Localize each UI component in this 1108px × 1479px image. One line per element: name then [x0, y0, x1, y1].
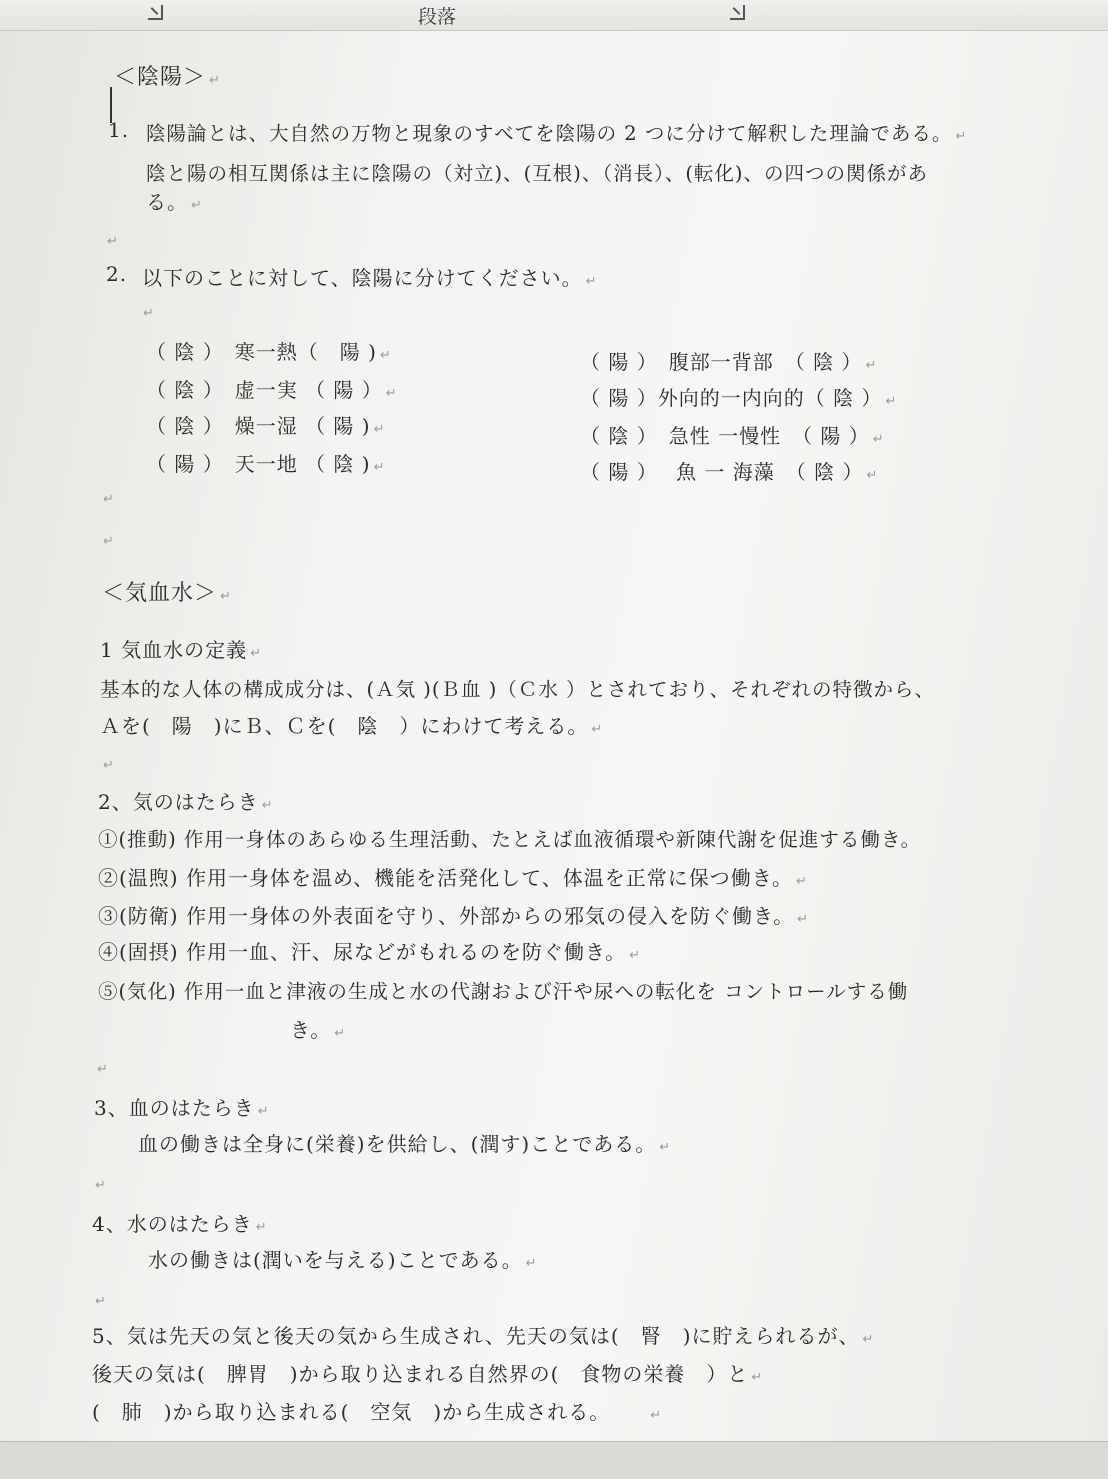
- s2-item-1: ①(推動) 作用一身体のあらゆる生理活動、たとえば血液循環や新陳代謝を促進する働き。: [98, 828, 922, 851]
- s1-line2: Ａを( 陽 )にＢ、Ｃを( 陰 ）にわけて考える。 ↵: [100, 714, 604, 738]
- empty-paragraph: ↵: [143, 306, 155, 321]
- s2-title: 2、気のはたらき ↵: [98, 790, 274, 814]
- empty-paragraph: ↵: [95, 1294, 107, 1309]
- empty-paragraph: ↵: [103, 758, 115, 773]
- pair-right-2: （ 陽 ）外向的一内向的（ 陰 ） ↵: [580, 386, 898, 410]
- page-gap: [0, 1441, 1108, 1479]
- ribbon-bar: [0, 0, 1108, 31]
- s1-title: 1 気血水の定義 ↵: [100, 638, 262, 662]
- pair-left-4: （ 陽 ） 天一地 （ 陰 ) ↵: [146, 452, 386, 476]
- q1-line2: 陰と陽の相互関係は主に陰陽の（対立)、(互根)、（消長）、(転化)、の四つの関係があ: [146, 162, 929, 185]
- dialog-launcher-icon[interactable]: [148, 5, 163, 20]
- q1-line1: 陰陽論とは、大自然の万物と現象のすべてを陰陽の 2 つに分けて解釈した理論である。 ↵: [146, 122, 968, 145]
- yinyang-heading: ＜陰陽＞ ↵: [114, 65, 221, 90]
- empty-paragraph: ↵: [95, 1178, 107, 1193]
- pair-left-2: （ 陰 ） 虚一実 （ 陽 ） ↵: [146, 378, 398, 402]
- pair-right-1: （ 陽 ） 腹部一背部 （ 陰 ） ↵: [580, 350, 878, 374]
- s2-item-2: ②(温煦) 作用一身体を温め、機能を活発化して、体温を正常に保つ働き。 ↵: [98, 866, 808, 890]
- s5-line3: ( 肺 )から取り込まれる( 空気 )から生成される。 ↵: [92, 1400, 663, 1424]
- empty-paragraph: ↵: [103, 534, 115, 549]
- pair-left-1: （ 陰 ） 寒一熱（ 陽 ) ↵: [146, 340, 392, 364]
- s4-text: 水の働きは(潤いを与える)ことである。 ↵: [148, 1248, 538, 1272]
- empty-paragraph: ↵: [103, 492, 115, 507]
- empty-paragraph: ↵: [107, 234, 119, 249]
- kikessui-heading: ＜気血水＞ ↵: [102, 581, 232, 606]
- pair-right-3: （ 陰 ） 急性 一慢性 （ 陽 ） ↵: [580, 424, 885, 448]
- s3-text: 血の働きは全身に(栄養)を供給し、(潤す)ことである。 ↵: [138, 1132, 672, 1156]
- q1-number: 1.: [108, 118, 130, 142]
- paragraph-group-label: 段落: [418, 6, 457, 28]
- s5-line2: 後天の気は( 脾胃 )から取り込まれる自然界の( 食物の栄養 ）と ↵: [92, 1362, 764, 1386]
- s1-line1: 基本的な人体の構成成分は、(Ａ気 )(Ｂ血 )（Ｃ水 ）とされており、それぞれの特徴から、: [100, 678, 936, 701]
- s2-item-5: ⑤(気化) 作用一血と津液の生成と水の代謝および汗や尿への転化を コントロールする働: [98, 980, 909, 1003]
- s2-item-5-continued: き。 ↵: [290, 1018, 347, 1042]
- empty-paragraph: ↵: [97, 1062, 109, 1077]
- q2-text: 以下のことに対して、陰陽に分けてください。 ↵: [142, 266, 598, 290]
- q2-number: 2.: [106, 262, 128, 286]
- s2-item-3: ③(防衛) 作用一身体の外表面を守り、外部からの邪気の侵入を防ぐ働き。 ↵: [98, 904, 810, 928]
- paragraph-dialog-launcher-icon[interactable]: [730, 5, 745, 20]
- pair-left-3: （ 陰 ） 燥一湿 （ 陽 ) ↵: [146, 414, 386, 438]
- s2-item-4: ④(固摂) 作用一血、汗、尿などがもれるのを防ぐ働き。 ↵: [98, 940, 642, 964]
- s5-line1: 5、気は先天の気と後天の気から生成され、先天の気は( 腎 )に貯えられるが、 ↵: [92, 1324, 875, 1348]
- pair-right-4: （ 陽 ） 魚 一 海藻 （ 陰 ） ↵: [580, 460, 879, 484]
- s3-title: 3、血のはたらき ↵: [94, 1096, 270, 1120]
- s4-title: 4、水のはたらき ↵: [92, 1212, 268, 1236]
- q1-line3: る。 ↵: [146, 190, 203, 214]
